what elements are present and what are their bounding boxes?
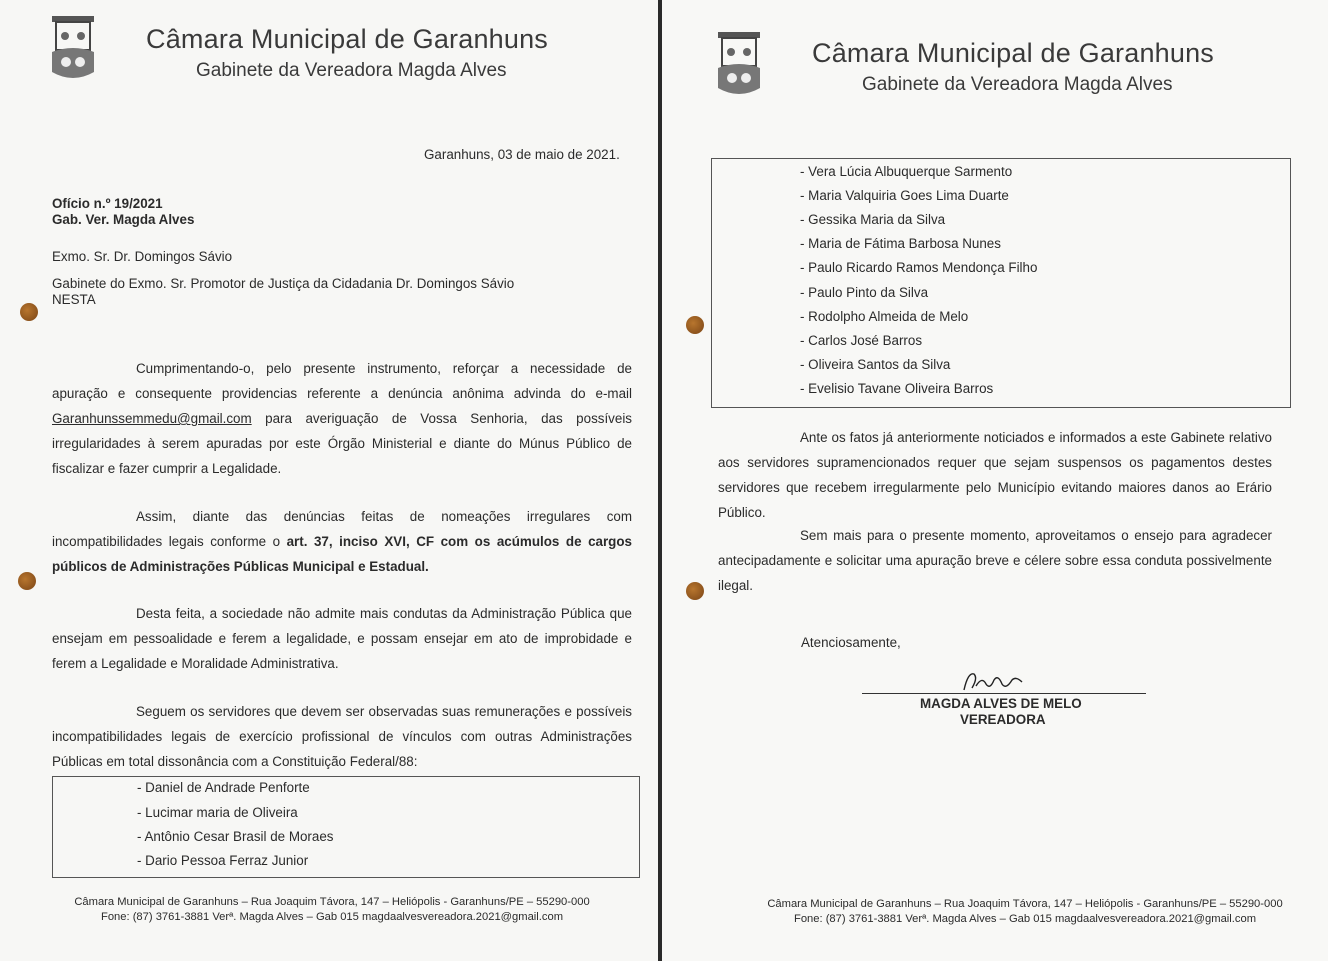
list-item: - Vera Lúcia Albuquerque Sarmento <box>800 164 1013 179</box>
footer <box>728 897 1322 927</box>
footer-contact: Fone: (87) 3761-3881 Verª. Magda Alves – Gab 015 magdaalvesvereadora.2021@gmail.com <box>793 913 1257 925</box>
footer-address: Câmara Municipal de Garanhuns – Rua Joaquim Távora, 147 – Heliópolis - Garanhuns/PE – 55290-000 <box>74 896 590 908</box>
list-item: - Carlos José Barros <box>800 333 923 348</box>
letter-date: Garanhuns, 03 de maio de 2021. <box>424 147 620 162</box>
signatory-name: MAGDA ALVES DE MELO <box>920 696 1082 711</box>
paragraph-6: Sem mais para o presente momento, aproveitamos o ensejo para agradecer antecipadamente e solicitar uma apuração breve e célere sobre essa conduta possivelmente ilegal. <box>718 528 1272 593</box>
letter-page-2 <box>662 0 1328 961</box>
signature-line <box>862 693 1146 694</box>
punch-hole <box>686 316 704 334</box>
list-item: - Daniel de Andrade Penforte <box>137 780 310 795</box>
recipient-office: Gabinete do Exmo. Sr. Promotor de Justiça da Cidadania Dr. Domingos Sávio <box>52 276 515 291</box>
list-item: - Maria de Fátima Barbosa Nunes <box>800 236 1001 251</box>
list-item: - Paulo Pinto da Silva <box>800 285 929 300</box>
municipal-crest-icon <box>48 14 98 84</box>
footer-address: Câmara Municipal de Garanhuns – Rua Joaquim Távora, 147 – Heliópolis - Garanhuns/PE – 55290-000 <box>767 898 1283 910</box>
list-item: - Gessika Maria da Silva <box>800 212 946 227</box>
punch-hole <box>20 303 38 321</box>
recipient: Exmo. Sr. Dr. Domingos Sávio <box>52 249 233 264</box>
paragraph-5: Ante os fatos já anteriormente noticiados e informados a este Gabinete relativo aos servidores supramencionados requer que sejam suspensos os pagamentos destes servidores que recebem irregularmente pelo Município evitando maiores danos ao Erário Público. <box>718 430 1272 520</box>
paragraph-3: Desta feita, a sociedade não admite mais condutas da Administração Pública que ensejam em pessoalidade e ferem a legalidade, e possam ensejar em ato de improbidade e ferem a Legalidade e Moralidade Administrativa. <box>52 606 632 671</box>
servers-list <box>52 776 640 878</box>
punch-hole <box>18 572 36 590</box>
email-link: Garanhunssemmedu@gmail.com <box>52 411 252 426</box>
list-item: - Paulo Ricardo Ramos Mendonça Filho <box>800 260 1038 275</box>
list-item: - Lucimar maria de Oliveira <box>137 805 298 820</box>
handwritten-signature <box>958 668 1028 696</box>
footer-contact: Fone: (87) 3761-3881 Verª. Magda Alves – Gab 015 magdaalvesvereadora.2021@gmail.com <box>100 911 564 923</box>
paragraph-2: Assim, diante das denúncias feitas de nomeações irregulares com incompatibilidades legais conforme o art. 37, inciso XVI, CF com os acúmulos de cargos públicos de Administrações Públicas Municipal e Estadual. <box>52 509 632 574</box>
header-subtitle: Gabinete da Vereadora Magda Alves <box>862 74 1173 95</box>
header-title: Câmara Municipal de Garanhuns <box>812 38 1215 68</box>
nesta-label: NESTA <box>52 292 96 307</box>
list-item: - Evelisio Tavane Oliveira Barros <box>800 381 994 396</box>
punch-hole <box>686 582 704 600</box>
list-item: - Rodolpho Almeida de Melo <box>800 309 969 324</box>
letter-page-1 <box>0 0 658 961</box>
servers-list-continued <box>711 158 1291 408</box>
list-item: - Maria Valquiria Goes Lima Duarte <box>800 188 1009 203</box>
paragraph-1: Cumprimentando-o, pelo presente instrumento, reforçar a necessidade de apuração e consequente providencias referente a denúncia anônima advinda do e-mail Garanhunssemmedu@gmail.com para averiguação de Vossa Senhoria, das possíveis irregularidades à serem apuradas por este Órgão Ministerial e diante do Múnus Público de fiscalizar e fazer cumprir a Legalidade. <box>52 361 632 476</box>
paragraph-4: Seguem os servidores que devem ser observadas suas remunerações e possíveis incompatibilidades legais de exercício profissional de vínculos com outras Administrações Públicas em total dissonância com a Constituição Federal/88: <box>52 704 632 769</box>
header-subtitle: Gabinete da Vereadora Magda Alves <box>196 60 507 81</box>
list-item: - Oliveira Santos da Silva <box>800 357 951 372</box>
footer <box>38 895 626 925</box>
list-item: - Dario Pessoa Ferraz Junior <box>137 853 309 868</box>
closing: Atenciosamente, <box>801 635 901 650</box>
signatory-role: VEREADORA <box>960 712 1046 727</box>
header-title: Câmara Municipal de Garanhuns <box>146 24 549 54</box>
municipal-crest-icon <box>714 30 764 100</box>
list-item: - Antônio Cesar Brasil de Moraes <box>137 829 334 844</box>
gabinete-ref: Gab. Ver. Magda Alves <box>52 212 195 227</box>
oficio-number: Ofício n.º 19/2021 <box>52 196 163 211</box>
